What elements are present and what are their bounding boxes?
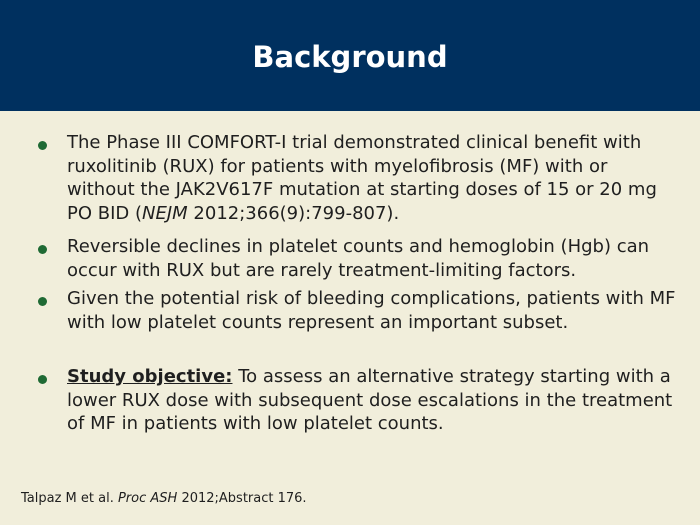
- reference-journal: Proc ASH: [117, 491, 178, 506]
- reference-detail: 2012;Abstract 176.: [177, 491, 307, 506]
- bullet-text: Given the potential risk of bleeding complications, patients with MF with low platelet counts represent an important subset.: [67, 288, 676, 333]
- bullet-dot-icon: [38, 297, 47, 306]
- bullet-dot-icon: [38, 245, 47, 254]
- bullet-text: Reversible declines in platelet counts and hemoglobin (Hgb) can occur with RUX but are rarely treatment-limiting factors.: [67, 236, 650, 281]
- reference-authors: Talpaz M et al.: [21, 491, 118, 506]
- bullet-item: [67, 365, 679, 436]
- bullet-text: The Phase III COMFORT-I trial demonstrated clinical benefit with ruxolitinib (RUX) for patients with myelofibrosis (MF) with or without the JAK2V617F mutation at starting doses of 15 or 20 mg PO BID (: [67, 132, 657, 224]
- journal-name: NEJM: [142, 202, 188, 224]
- reference-footer: [21, 490, 307, 508]
- bullet-item: [67, 131, 679, 225]
- slide-title: Background: [252, 40, 448, 74]
- bullet-text: To assess an alternative strategy starting with a lower RUX dose with subsequent dose escalations in the treatment of MF in patients with low platelet counts.: [67, 366, 673, 434]
- citation-text: 2012;366(9):799-807).: [187, 202, 400, 224]
- bullet-dot-icon: [38, 141, 47, 150]
- bullet-item: [67, 235, 679, 282]
- bullet-item: [67, 287, 679, 334]
- bullet-dot-icon: [38, 375, 47, 384]
- study-objective-label: Study objective:: [67, 366, 233, 387]
